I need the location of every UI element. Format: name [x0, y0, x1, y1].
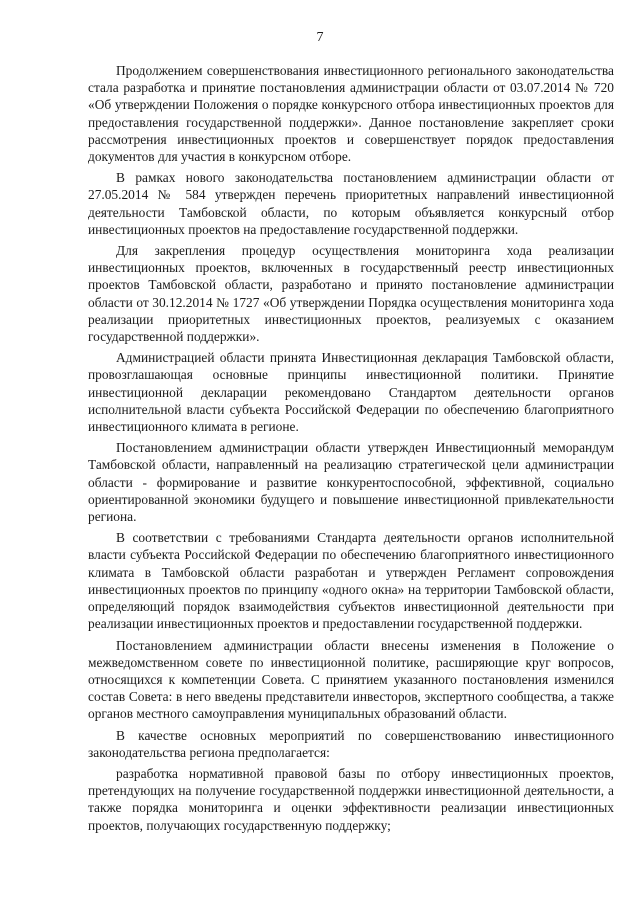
paragraph-5: Постановлением администрации области утвержден Инвестиционный меморандум Тамбовской области, направленный на реализацию стратегической цели администрации области - формирование и развитие конкурентоспособной, эффективной, социально ориентированной экономики будущего и повышение инвестиционной привлекательности региона.	[88, 440, 614, 525]
paragraph-6: В соответствии с требованиями Стандарта деятельности органов исполнительной власти субъекта Российской Федерации по обеспечению благоприятного инвестиционного климата в Тамбовской области разработан и утвержден Регламент сопровождения инвестиционных проектов по принципу «одного окна» на территории Тамбовской области, определяющий порядок взаимодействия субъектов инвестиционной деятельности при реализации инвестиционных проектов и предоставлении государственной поддержки.	[88, 530, 614, 632]
paragraph-9: разработка нормативной правовой базы по отбору инвестиционных проектов, претендующих на получение государственной поддержки инвестиционной деятельности, а также порядка мониторинга и оценки эффективности реализации инвестиционных проектов, получающих государственную поддержку;	[88, 765, 614, 833]
paragraph-1: Продолжением совершенствования инвестиционного регионального законодательства стала разработка и принятие постановления администрации области от 03.07.2014 № 720 «Об утверждении Положения о порядке конкурсного отбора инвестиционных проектов для предоставления государственной поддержки». Данное постановление закрепляет сроки рассмотрения инвестиционных проектов и совершенствует порядок предоставления документов для участия в конкурсном отборе.	[88, 63, 614, 165]
paragraph-2: В рамках нового законодательства постановлением администрации области от 27.05.2014 № 584 утвержден перечень приоритетных направлений инвестиционной деятельности Тамбовской области, по которым объявляется конкурсный отбор инвестиционных проектов на предоставление государственной поддержки.	[88, 170, 614, 237]
paragraph-4: Администрацией области принята Инвестиционная декларация Тамбовской области, провозглашающая основные принципы инвестиционной политики. Принятие инвестиционной декларации рекомендовано Стандартом деятельности органов исполнительной власти субъекта Российской Федерации по обеспечению благоприятного инвестиционного климата в регионе.	[88, 350, 614, 435]
paragraph-8: В качестве основных мероприятий по совершенствованию инвестиционного законодательства региона предполагается:	[88, 727, 614, 760]
paragraph-3: Для закрепления процедур осуществления мониторинга хода реализации инвестиционных проектов, включенных в государственный реестр инвестиционных проектов Тамбовской области, разработано и принято постановление администрации области от 30.12.2014 № 1727 «Об утверждении Порядка осуществления мониторинга хода реализации приоритетных инвестиционных проектов, реализуемых с оказанием государственной поддержки».	[88, 243, 614, 345]
paragraph-7: Постановлением администрации области внесены изменения в Положение о межведомственном совете по инвестиционной политике, расширяющие круг вопросов, относящихся к компетенции Совета. С принятием указанного постановления изменился состав Совета: в него введены представители инвесторов, экспертного сообщества, а также органов местного самоуправления муниципальных образований области.	[88, 637, 614, 722]
document-body	[88, 62, 614, 838]
page-number: 7	[316, 30, 324, 45]
